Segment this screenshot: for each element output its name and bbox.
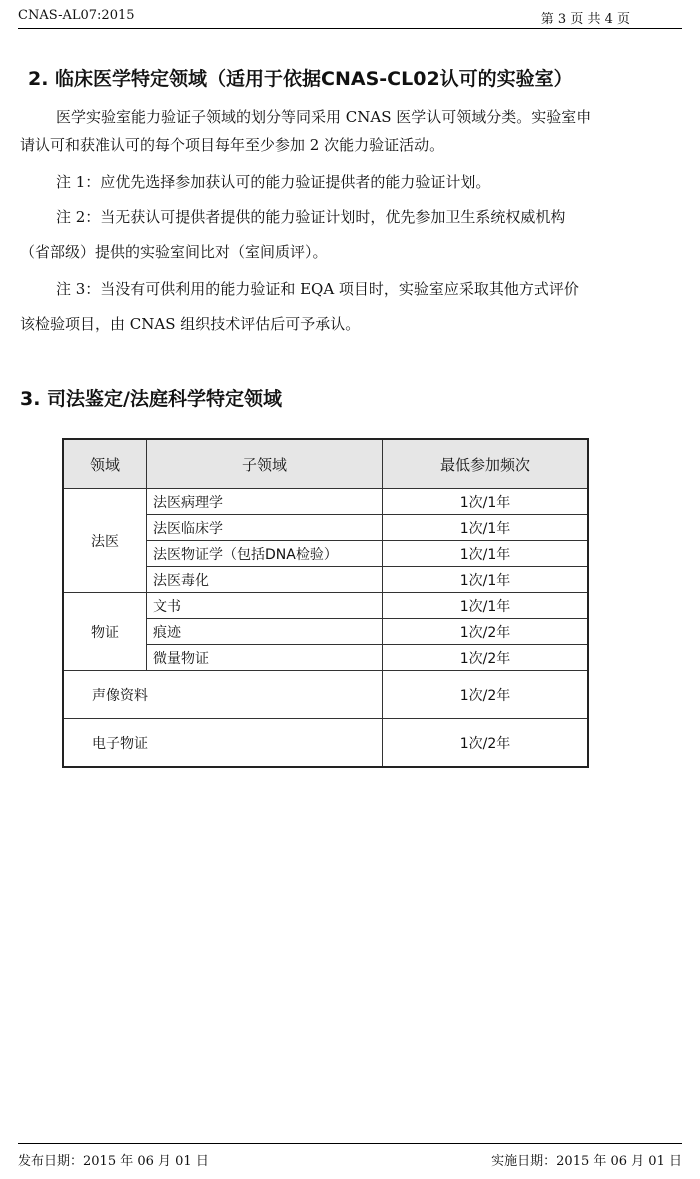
subdomain-cell: 痕迹 <box>147 619 383 645</box>
section-2-title: 2. 临床医学特定领域（适用于依据CNAS-CL02认可的实验室） <box>28 68 573 90</box>
note-3-line2: 该检验项目，由 CNAS 组织技术评估后可予承认。 <box>20 315 361 333</box>
header-rule <box>18 28 682 29</box>
domain-cell: 电子物证 <box>63 719 383 768</box>
domain-cell: 法医 <box>63 489 147 593</box>
publish-date: 发布日期：2015 年 06 月 01 日 <box>18 1154 209 1169</box>
table-row <box>63 719 588 768</box>
subdomain-cell: 法医物证学（包括DNA检验） <box>147 541 383 567</box>
note-1: 注 1：应优先选择参加获认可的能力验证提供者的能力验证计划。 <box>56 173 491 191</box>
frequency-cell: 1次/1年 <box>383 541 589 567</box>
frequency-cell: 1次/2年 <box>383 619 589 645</box>
subdomain-cell: 文书 <box>147 593 383 619</box>
table-row <box>63 671 588 719</box>
effective-date: 实施日期：2015 年 06 月 01 日 <box>491 1154 682 1169</box>
footer-rule <box>18 1143 682 1144</box>
subdomain-cell: 法医临床学 <box>147 515 383 541</box>
forensic-frequency-table <box>62 438 589 768</box>
frequency-cell: 1次/1年 <box>383 515 589 541</box>
subdomain-cell: 微量物证 <box>147 645 383 671</box>
frequency-cell: 1次/1年 <box>383 567 589 593</box>
frequency-cell: 1次/1年 <box>383 593 589 619</box>
frequency-cell: 1次/2年 <box>383 719 589 768</box>
header-subdomain: 子领域 <box>147 439 383 489</box>
note-2-line2: （省部级）提供的实验室间比对（室间质评）。 <box>20 243 328 261</box>
subdomain-cell: 法医病理学 <box>147 489 383 515</box>
header-domain: 领域 <box>63 439 147 489</box>
domain-cell: 物证 <box>63 593 147 671</box>
frequency-cell: 1次/1年 <box>383 489 589 515</box>
page-info: 第 3 页 共 4 页 <box>540 12 630 27</box>
frequency-cell: 1次/2年 <box>383 645 589 671</box>
section-2-para-line1: 医学实验室能力验证子领域的划分等同采用 CNAS 医学认可领域分类。实验室申 <box>56 108 592 126</box>
note-3-line1: 注 3：当没有可供利用的能力验证和 EQA 项目时，实验室应采取其他方式评价 <box>56 280 579 298</box>
table-row <box>63 489 588 515</box>
frequency-cell: 1次/2年 <box>383 671 589 719</box>
domain-cell: 声像资料 <box>63 671 383 719</box>
subdomain-cell: 法医毒化 <box>147 567 383 593</box>
section-3-title: 3. 司法鉴定/法庭科学特定领域 <box>20 388 282 410</box>
table-header-row <box>63 439 588 489</box>
section-2-para-line2: 请认可和获准认可的每个项目每年至少参加 2 次能力验证活动。 <box>20 136 445 154</box>
doc-code: CNAS-AL07:2015 <box>18 8 135 23</box>
header-frequency: 最低参加频次 <box>383 439 589 489</box>
note-2-line1: 注 2：当无获认可提供者提供的能力验证计划时，优先参加卫生系统权威机构 <box>56 208 566 226</box>
table-row <box>63 593 588 619</box>
